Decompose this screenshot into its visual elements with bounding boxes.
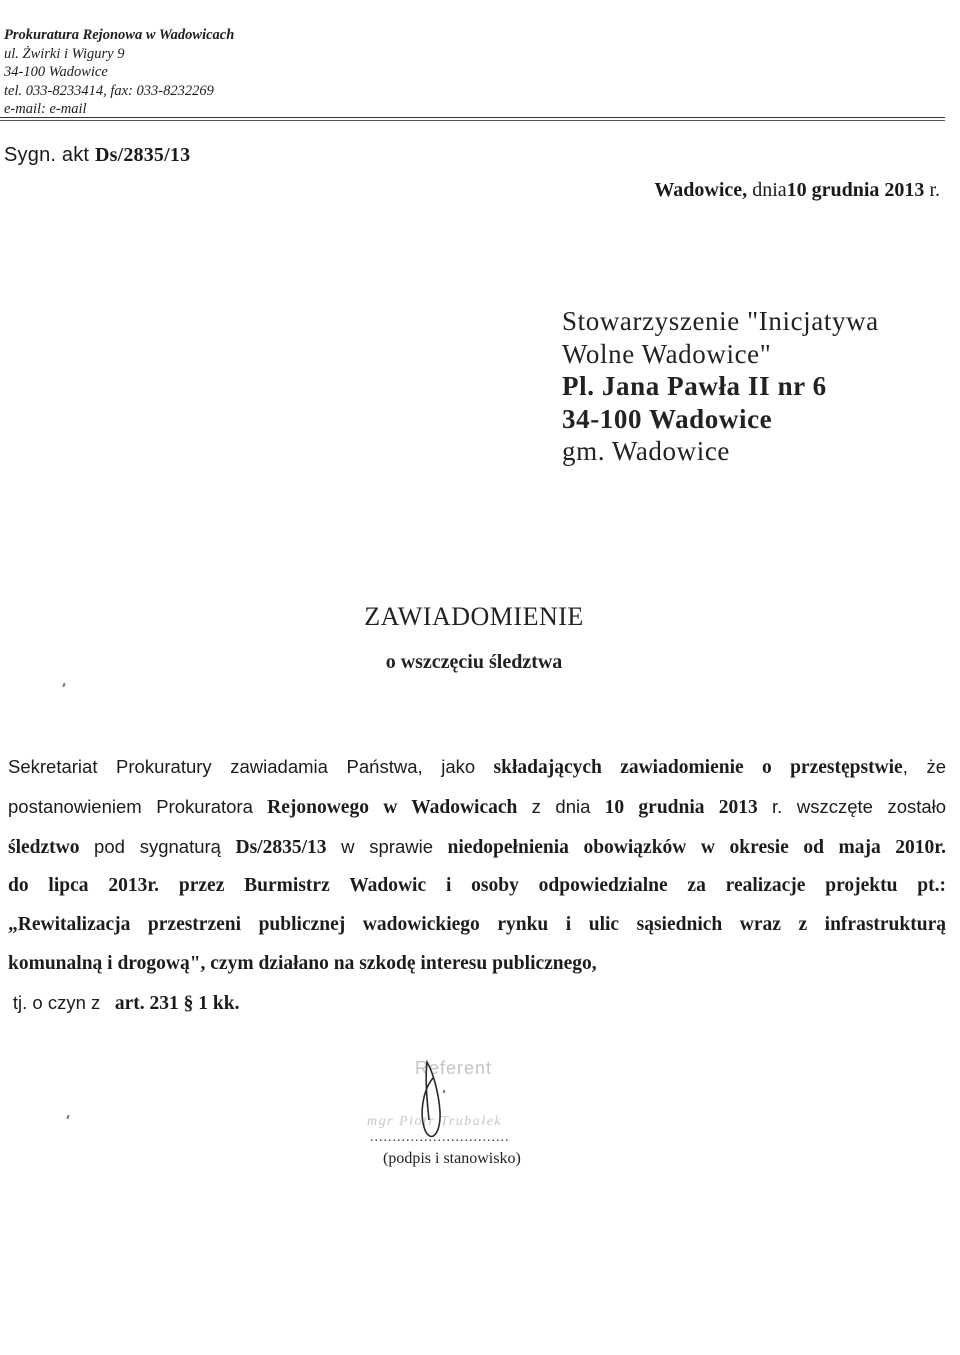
case-reference [4, 144, 190, 167]
body-l5: „Rewitalizacja przestrzeni publicznej wadowickiego rynku i ulic sąsiednich wraz z infrastrukturą [8, 914, 946, 936]
office-name: Prokuratura Rejonowa w Wadowicach [4, 27, 235, 43]
office-street: ul. Żwirki i Wigury 9 [4, 45, 125, 62]
body-l2b: Rejonowego w Wadowicach [267, 796, 518, 818]
date-line [654, 179, 940, 202]
recipient-line-3: Pl. Jana Pawła II nr 6 [562, 371, 827, 401]
date-label: dnia [752, 179, 787, 201]
office-phone: tel. 033-8233414, fax: 033-8232269 [4, 82, 214, 99]
body-l6b: , czym działano na szkodę interesu publicznego, [200, 952, 597, 974]
office-city: 34-100 Wadowice [4, 64, 108, 81]
header-divider [0, 117, 945, 118]
recipient-line-4: 34-100 Wadowice [562, 403, 773, 434]
recipient-line-1: Stowarzyszenie "Inicjatywa [562, 306, 879, 336]
case-number: Ds/2835/13 [94, 144, 191, 166]
signature-caption: (podpis i stanowisko) [383, 1150, 521, 1167]
office-header [4, 26, 234, 119]
body-l3e: niedopełnienia obowiązków w okresie od maja 2010r. [447, 836, 946, 858]
notice-body [8, 748, 946, 1024]
body-l2e: r. wszczęte zostało [772, 795, 947, 817]
body-line-5 [8, 906, 946, 945]
body-line-3 [8, 828, 946, 868]
recipient-line-2: Wolne Wadowice" [562, 338, 772, 369]
scan-speck [62, 683, 65, 687]
document-title: ZAWIADOMIENIE [364, 602, 584, 631]
recipient-line-5: gm. Wadowice [562, 436, 730, 466]
body-l7b: art. 231 § 1 kk. [114, 992, 240, 1014]
body-l3b: pod sygnaturą [94, 835, 221, 857]
recipient-address [562, 305, 879, 468]
signature-stamp [345, 1050, 565, 1140]
body-l2d: 10 grudnia 2013 [604, 796, 758, 818]
body-l1c: , że [902, 756, 946, 777]
header-divider-secondary [0, 120, 945, 121]
stamp-title: Referent [415, 1058, 493, 1078]
body-l7a: tj. o czyn z [12, 991, 101, 1013]
handwritten-signature [345, 1050, 565, 1140]
date-place: Wadowice, [654, 179, 748, 201]
signature-dotted-line: ............................... [370, 1130, 510, 1145]
body-l3c: Ds/2835/13 [235, 836, 327, 858]
body-line-7 [8, 984, 946, 1024]
body-line-4 [8, 867, 946, 906]
body-l2a: postanowieniem Prokuratora [8, 795, 253, 817]
body-l2c: z dnia [531, 795, 591, 817]
stamp-name: mgr Piotr Trubałek [367, 1114, 503, 1129]
case-prefix: Sygn. akt [4, 144, 90, 166]
body-line-6 [8, 945, 946, 984]
date-value: 10 grudnia 2013 [786, 179, 925, 201]
body-l1b: składających zawiadomienie o przestępstwie [493, 757, 903, 778]
body-line-2 [8, 788, 946, 828]
body-l3d: w sprawie [341, 835, 433, 857]
body-l4: do lipca 2013r. przez Burmistrz Wadowic i osoby odpowiedzialne za realizacje projektu pt.: [8, 875, 946, 897]
body-l6a: komunalną i drogową" [8, 952, 201, 974]
body-line-1 [8, 748, 946, 788]
office-email: e-mail: e-mail [4, 101, 87, 118]
document-subtitle: o wszczęciu śledztwa [385, 651, 563, 673]
body-l1a: Sekretariat Prokuratury zawiadamia Państwa, jako [8, 756, 476, 777]
date-suffix: r. [929, 179, 940, 201]
body-l3a: śledztwo [8, 836, 80, 858]
scan-speck [66, 1115, 69, 1119]
